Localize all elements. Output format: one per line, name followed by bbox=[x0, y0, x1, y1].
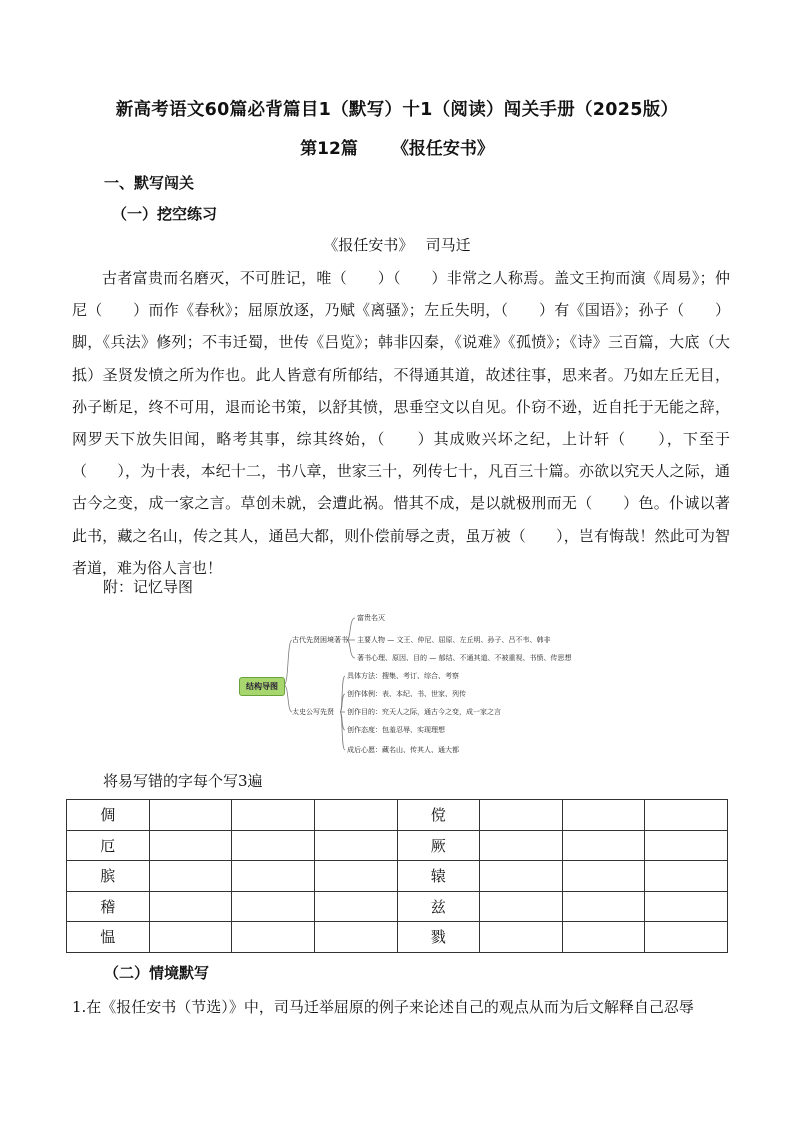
document-title: 新高考语文60篇必背篇目1（默写）十1（阅读）闯关手册（2025版） bbox=[115, 100, 679, 120]
blank-cell[interactable] bbox=[480, 830, 563, 861]
mindmap-leaf: 创作态度：包羞忍辱、实现理想 bbox=[347, 726, 445, 734]
blank-cell[interactable] bbox=[480, 800, 563, 831]
blank-cell[interactable] bbox=[562, 891, 645, 922]
blank-cell[interactable] bbox=[314, 830, 397, 861]
blank-cell[interactable] bbox=[645, 830, 728, 861]
char-cell: 稽 bbox=[67, 891, 150, 922]
chapter-name: 《报任安书》 bbox=[391, 139, 494, 159]
blank-cell[interactable] bbox=[314, 861, 397, 892]
char-cell: 辕 bbox=[397, 861, 480, 892]
blank-cell[interactable] bbox=[314, 891, 397, 922]
character-practice-table bbox=[66, 799, 728, 953]
blank-cell[interactable] bbox=[645, 922, 728, 953]
blank-cell[interactable] bbox=[149, 830, 232, 861]
blank-cell[interactable] bbox=[562, 800, 645, 831]
blank-cell[interactable] bbox=[645, 861, 728, 892]
char-cell: 傥 bbox=[397, 800, 480, 831]
mindmap-note: 附：记忆导图 bbox=[103, 578, 194, 596]
poem-title: 《报任安书》 司马迁 bbox=[323, 236, 471, 254]
question-1: 1.在《报任安书（节选）》中，司马迁举屈原的例子来论述自己的观点从而为后文解释自己忍辱 bbox=[72, 998, 694, 1016]
fill-in-paragraph: 古者富贵而名磨灭，不可胜记，唯（ ）（ ）非常之人称焉。盖文王拘而演《周易》；仲尼（ ）而作《春秋》；屈原放逐，乃赋《离骚》；左丘失明，（ ）有《国语》；孙子（ ）脚，《兵法》修列；不韦迁蜀，世传《吕览》；韩非囚秦，《说难》《孤愤》；《诗》三百篇，大底（大抵）圣贤发愤之所为作也。此人皆意有所郁结，不得通其道，故述往事，思来者。乃如左丘无目，孙子断足，终不可用，退而论书策，以舒其愤，思垂空文以自见。仆窃不逊，近自托于无能之辞，网罗天下放失旧闻，略考其事，综其终始，（ ）其成败兴坏之纪，上计轩（ ），下至于（ ），为十表，本纪十二，书八章，世家三十，列传七十，凡百三十篇。亦欲以究天人之际，通古今之变，成一家之言。草创未就，会遭此祸。惜其不成，是以就极刑而无（ ）色。仆诚以著此书，藏之名山，传之其人，通邑大都，则仆偿前辱之责，虽万被（ ），岂有悔哉！然此可为智者道，难为俗人言也！ bbox=[72, 269, 730, 577]
char-cell: 倜 bbox=[67, 800, 150, 831]
blank-cell[interactable] bbox=[232, 830, 315, 861]
char-cell: 厄 bbox=[67, 830, 150, 861]
blank-cell[interactable] bbox=[232, 891, 315, 922]
mindmap-root: 结构导图 bbox=[239, 677, 285, 696]
blank-cell[interactable] bbox=[149, 861, 232, 892]
mindmap-leaf: 著书心理、原因、目的 — 郁结、不通其道、不被重视、书愤、传思想 bbox=[357, 654, 572, 662]
section-heading-1: 一、默写闯关 bbox=[104, 174, 195, 192]
subsection-heading-fill: （一）挖空练习 bbox=[112, 205, 218, 223]
char-cell: 膑 bbox=[67, 861, 150, 892]
blank-cell[interactable] bbox=[480, 891, 563, 922]
chapter-subtitle bbox=[0, 134, 794, 159]
mindmap-branch-1: 古代先贤困境著书 bbox=[292, 636, 348, 644]
memory-mindmap bbox=[237, 610, 597, 760]
blank-cell[interactable] bbox=[645, 800, 728, 831]
table-row bbox=[67, 861, 728, 892]
blank-cell[interactable] bbox=[149, 891, 232, 922]
blank-cell[interactable] bbox=[314, 800, 397, 831]
blank-cell[interactable] bbox=[480, 922, 563, 953]
mindmap-branch-2: 太史公写先贤 bbox=[292, 708, 334, 716]
blank-cell[interactable] bbox=[562, 830, 645, 861]
mindmap-leaf: 成后心愿：藏名山、传其人、通大都 bbox=[347, 746, 459, 754]
mindmap-leaf: 具体方法：搜集、考订、综合、考察 bbox=[347, 672, 459, 680]
mindmap-leaf: 创作体例：表、本纪、书、世家、列传 bbox=[347, 690, 466, 698]
blank-cell[interactable] bbox=[314, 922, 397, 953]
practice-instruction: 将易写错的字每个写3遍 bbox=[103, 772, 263, 790]
mindmap-connectors bbox=[237, 610, 597, 760]
blank-cell[interactable] bbox=[562, 861, 645, 892]
blank-cell[interactable] bbox=[232, 861, 315, 892]
mindmap-leaf: 富贵名灭 bbox=[357, 614, 385, 622]
blank-cell[interactable] bbox=[562, 922, 645, 953]
blank-cell[interactable] bbox=[232, 800, 315, 831]
blank-cell[interactable] bbox=[645, 891, 728, 922]
char-cell: 厥 bbox=[397, 830, 480, 861]
table-row bbox=[67, 922, 728, 953]
table-row bbox=[67, 800, 728, 831]
blank-cell[interactable] bbox=[480, 861, 563, 892]
blank-cell[interactable] bbox=[149, 922, 232, 953]
char-cell: 兹 bbox=[397, 891, 480, 922]
table-row bbox=[67, 891, 728, 922]
mindmap-leaf: 主要人物 — 文王、仲尼、屈原、左丘明、孙子、吕不韦、韩非 bbox=[357, 636, 551, 644]
subsection-heading-context: （二）情境默写 bbox=[104, 964, 210, 982]
char-cell: 戮 bbox=[397, 922, 480, 953]
mindmap-leaf: 创作目的：究天人之际，通古今之变，成一家之言 bbox=[347, 708, 501, 716]
blank-cell[interactable] bbox=[149, 800, 232, 831]
char-cell: 愠 bbox=[67, 922, 150, 953]
chapter-number: 第12篇 bbox=[300, 139, 358, 159]
table-row bbox=[67, 830, 728, 861]
blank-cell[interactable] bbox=[232, 922, 315, 953]
